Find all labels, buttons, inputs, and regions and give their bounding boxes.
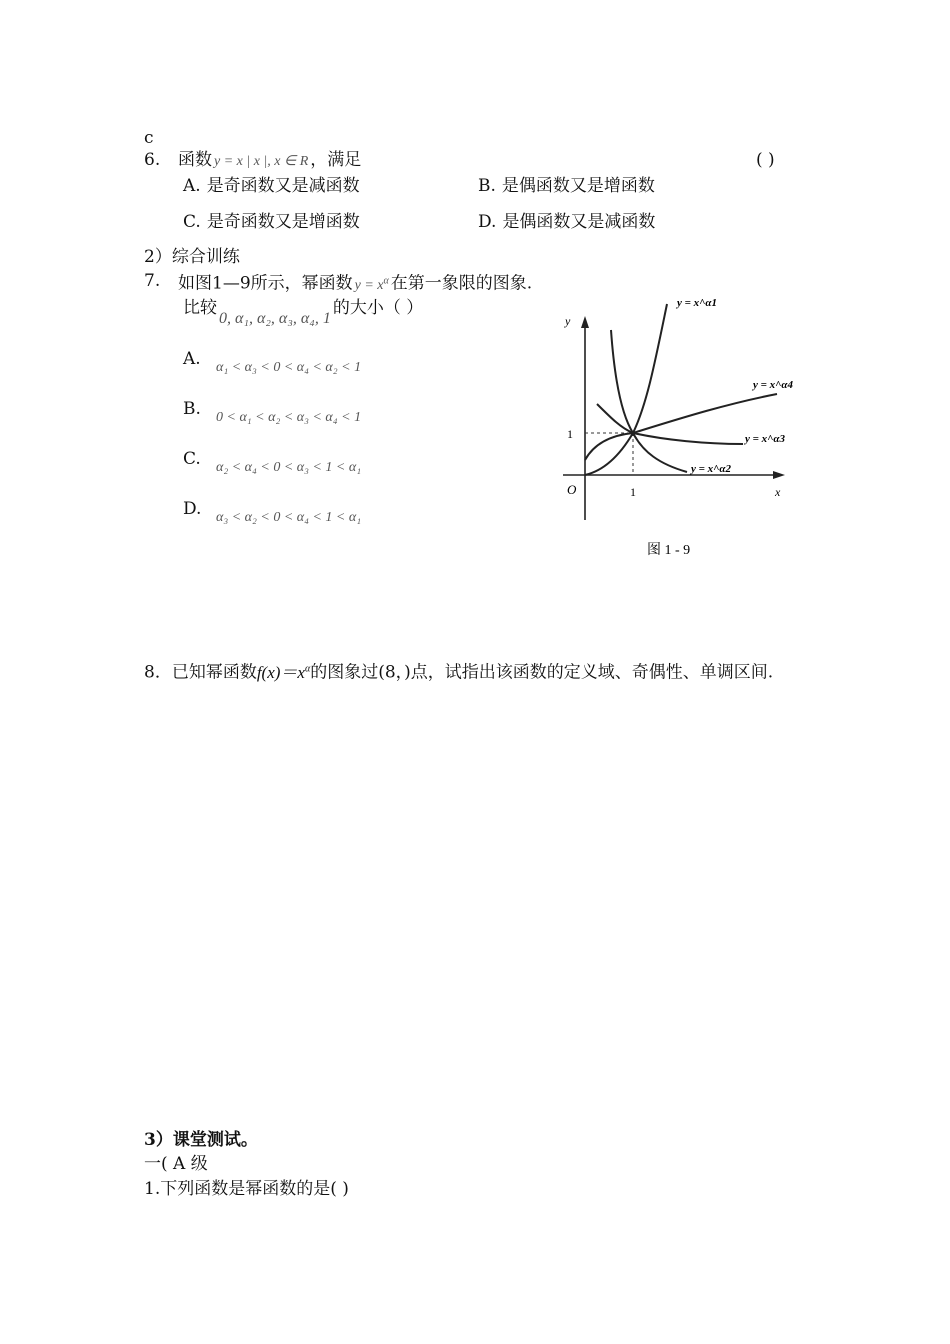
section-2-title: 2）综合训练 [144, 247, 240, 267]
y-axis-arrow [581, 316, 589, 328]
q7-option-d-text: α₃ < α₂ < 0 < α₄ < 1 < α₁ [216, 510, 362, 525]
curve-alpha2 [611, 330, 687, 472]
q7-option-c-text: α₂ < α₄ < 0 < α₃ < 1 < α₁ [216, 460, 362, 475]
q7-line2-b: 的大小（ ） [332, 298, 424, 318]
q8-fx [257, 663, 310, 682]
q7-option-c-letter: C. [183, 449, 201, 469]
q7-line2-a: 比较 [183, 298, 217, 318]
q8-text-a: 8．已知幂函数 [144, 662, 257, 683]
q7-formula-sup: α [383, 275, 389, 286]
figure-caption: 图 1 - 9 [647, 543, 691, 558]
power-function-graph [555, 292, 805, 567]
q1-text: 1.下列函数是幂函数的是( ) [144, 1179, 349, 1199]
option-text: 是奇函数又是减函数 [206, 176, 360, 196]
x-axis-label: x [775, 485, 781, 499]
q7-option-a-text: α₁ < α₃ < 0 < α₄ < α₂ < 1 [216, 360, 362, 375]
q8-text [144, 659, 773, 683]
option-text: 是偶函数又是减函数 [502, 212, 656, 232]
q7-stem-line1 [178, 271, 532, 296]
curve-alpha1 [585, 304, 667, 475]
q7-formula [354, 275, 389, 293]
tick-one-y: 1 [567, 427, 573, 441]
q7-line1-a: 如图1—9所示，幂函数 [178, 273, 353, 294]
stray-mark: c [144, 128, 154, 148]
q8-fx-sup: α [304, 663, 311, 674]
q6-option-c [183, 212, 360, 232]
x-axis-arrow [773, 471, 785, 479]
q8-fx-base: f(x)＝x [256, 662, 305, 682]
option-letter: A. [183, 176, 201, 196]
option-text: 是奇函数又是增函数 [206, 212, 360, 232]
level-label: 一( A 级 [144, 1154, 208, 1174]
q6-formula: y = x | x |, x ∈ R [214, 154, 309, 169]
q6-option-d [478, 212, 655, 232]
y-axis-label: y [565, 314, 571, 328]
q6-option-a [183, 176, 360, 196]
q6-prefix: 函数 [178, 150, 212, 170]
tick-one-x: 1 [630, 485, 636, 499]
q7-stem-line2 [183, 298, 424, 327]
label-alpha2: y = x^α2 [691, 463, 732, 475]
label-alpha4: y = x^α4 [753, 379, 794, 391]
q8-text-b: 的图象过(8，)点，试指出该函数的定义域、奇偶性、单调区间. [310, 662, 774, 683]
label-alpha3: y = x^α3 [745, 433, 786, 445]
q6-option-b [478, 176, 655, 196]
curve-alpha4 [585, 394, 777, 460]
q6-number: 6. [144, 150, 161, 170]
curve-alpha3 [597, 404, 743, 444]
q6-stem [178, 150, 361, 172]
q6-answer-bracket: ( ) [756, 150, 775, 170]
option-letter: C. [183, 212, 201, 232]
label-alpha1: y = x^α1 [677, 297, 718, 309]
q7-number: 7. [144, 271, 161, 291]
q7-compare-list: 0, α₁, α₂, α₃, α₄, 1 [219, 310, 331, 327]
section-3-title: 3）课堂测试。 [144, 1130, 258, 1150]
option-text: 是偶函数又是增函数 [501, 176, 655, 196]
q7-option-a-letter: A. [183, 349, 201, 369]
q7-option-b-letter: B. [183, 399, 201, 419]
origin-label: O [567, 482, 577, 497]
q7-line1-b: 在第一象限的图象. [390, 273, 533, 294]
q7-option-b-text: 0 < α₁ < α₂ < α₃ < α₄ < 1 [216, 410, 362, 425]
q7-option-d-letter: D. [183, 499, 202, 519]
q6-suffix: ，满足 [310, 150, 362, 170]
q7-formula-base: y = x [354, 277, 384, 293]
option-letter: B. [478, 176, 496, 196]
option-letter: D. [478, 212, 497, 232]
